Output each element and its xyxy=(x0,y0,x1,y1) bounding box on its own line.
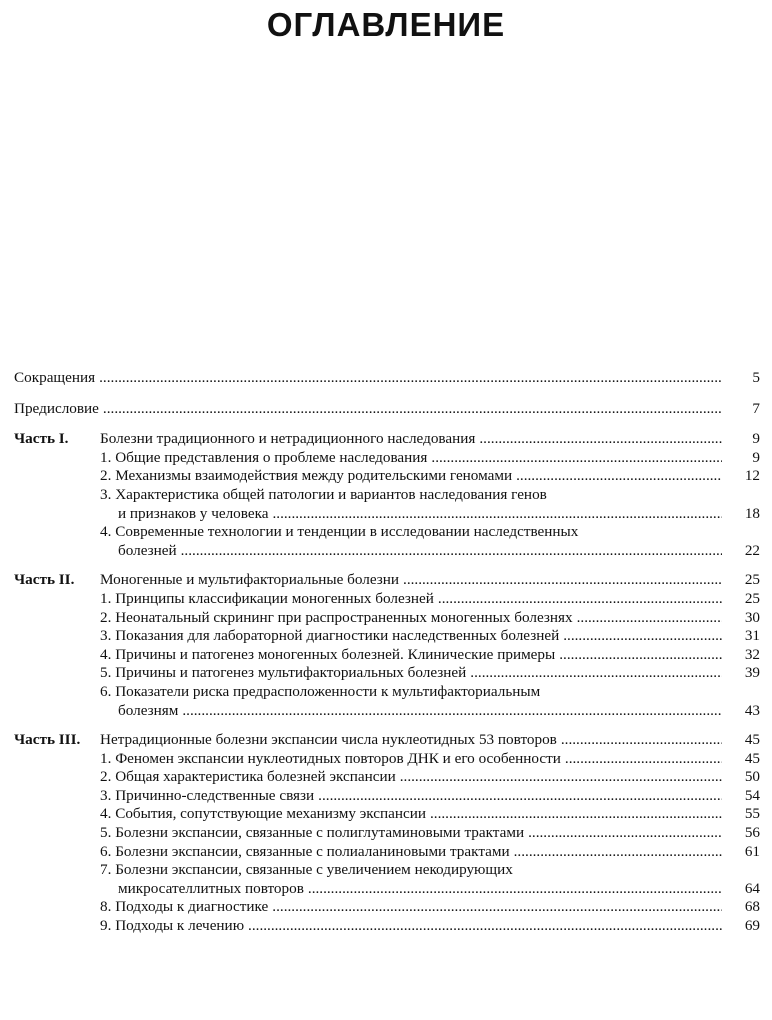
entry-title: Сокращения xyxy=(14,369,96,386)
chapter-title: 2. Неонатальный скрининг при распространенных моногенных болезнях xyxy=(100,608,573,626)
page-number: 56 xyxy=(744,824,760,842)
dot-leader xyxy=(400,768,722,787)
part-label: Часть II. xyxy=(14,571,75,589)
page-title: ОГЛАВЛЕНИЕ xyxy=(266,6,506,43)
chapter-title: 7. Болезни экспансии, связанные с увеличением некодирующих xyxy=(100,861,513,879)
toc-chapter xyxy=(14,861,760,880)
page-number: 45 xyxy=(744,731,760,749)
part-label: Часть III. xyxy=(14,731,81,749)
dot-leader xyxy=(318,787,722,806)
toc-entry-preface xyxy=(14,400,760,419)
toc-chapter-continuation xyxy=(14,880,760,899)
chapter-title: 1. Общие представления о проблеме наследования xyxy=(100,448,428,466)
chapter-title-continuation: болезней xyxy=(118,541,177,559)
toc-chapter-continuation xyxy=(14,505,760,524)
toc-chapter-continuation xyxy=(14,542,760,561)
toc-entry-abbreviations xyxy=(14,369,760,388)
toc-chapter xyxy=(14,523,760,542)
part-label: Часть I. xyxy=(14,430,69,448)
toc-chapter xyxy=(14,609,760,628)
page-number: 45 xyxy=(744,749,760,767)
toc-chapter xyxy=(14,768,760,787)
toc-chapter xyxy=(14,467,760,486)
toc-part-3 xyxy=(14,731,760,750)
dot-leader xyxy=(181,542,722,561)
chapter-title: 1. Принципы классификации моногенных болезней xyxy=(100,589,434,607)
page-number: 12 xyxy=(744,467,760,485)
page-number: 61 xyxy=(744,842,760,860)
toc-chapter xyxy=(14,486,760,505)
chapter-title: 6. Болезни экспансии, связанные с полиаланиновыми трактами xyxy=(100,842,510,860)
page-number: 68 xyxy=(744,898,760,916)
dot-leader xyxy=(577,609,722,628)
toc-chapter xyxy=(14,449,760,468)
page-number: 43 xyxy=(744,701,760,719)
chapter-title-continuation: микросателлитных повторов xyxy=(118,879,304,897)
page-number: 9 xyxy=(752,430,760,448)
dot-leader xyxy=(272,505,722,524)
chapter-title: 2. Механизмы взаимодействия между родительскими геномами xyxy=(100,467,513,485)
toc-part-2 xyxy=(14,571,760,590)
page-number: 30 xyxy=(744,608,760,626)
chapter-title: 6. Показатели риска предрасположенности к мультифакториальным xyxy=(100,682,541,700)
page-number: 22 xyxy=(744,541,760,559)
dot-leader xyxy=(561,731,722,750)
page-number: 25 xyxy=(744,571,760,589)
dot-leader xyxy=(431,449,722,468)
dot-leader xyxy=(528,824,722,843)
page-number: 69 xyxy=(744,917,760,935)
toc-chapter xyxy=(14,590,760,609)
toc-part-1 xyxy=(14,430,760,449)
page-number: 7 xyxy=(752,399,760,417)
page-number: 55 xyxy=(744,805,760,823)
dot-leader xyxy=(403,571,722,590)
dot-leader xyxy=(470,664,722,683)
page-number: 18 xyxy=(744,504,760,522)
chapter-title: 1. Феномен экспансии нуклеотидных повторов ДНК и его особенности xyxy=(100,749,561,767)
dot-leader xyxy=(559,646,722,665)
toc-chapter xyxy=(14,683,760,702)
dot-leader xyxy=(103,400,722,419)
entry-title: Предисловие xyxy=(14,399,99,417)
toc-chapter xyxy=(14,824,760,843)
toc-chapter xyxy=(14,843,760,862)
chapter-title: 9. Подходы к лечению xyxy=(100,917,245,935)
dot-leader xyxy=(563,627,722,646)
chapter-title: 2. Общая характеристика болезней экспансии xyxy=(100,768,396,786)
dot-leader xyxy=(308,880,722,899)
chapter-title: 4. Современные технологии и тенденции в исследовании наследственных xyxy=(100,523,579,541)
page-number: 50 xyxy=(744,768,760,786)
part-title: Болезни традиционного и нетрадиционного наследования xyxy=(100,430,476,448)
dot-leader xyxy=(182,702,722,721)
page-number: 9 xyxy=(752,448,760,466)
toc-chapter xyxy=(14,664,760,683)
chapter-title: 3. Характеристика общей патологии и вариантов наследования генов xyxy=(100,485,547,503)
page-number: 5 xyxy=(752,369,760,386)
toc-chapter xyxy=(14,805,760,824)
part-title: Нетрадиционные болезни экспансии числа нуклеотидных 53 повторов xyxy=(100,731,557,749)
chapter-title: 5. Причины и патогенез мультифакториальных болезней xyxy=(100,664,467,682)
dot-leader xyxy=(430,805,722,824)
chapter-title: 4. Причины и патогенез моногенных болезней. Клинические примеры xyxy=(100,645,556,663)
toc-chapter xyxy=(14,750,760,769)
page-number: 39 xyxy=(744,664,760,682)
part-title: Моногенные и мультифакториальные болезни xyxy=(100,571,400,589)
page-number: 32 xyxy=(744,645,760,663)
dot-leader xyxy=(272,898,722,917)
dot-leader xyxy=(479,430,722,449)
dot-leader xyxy=(99,369,722,388)
toc-chapter xyxy=(14,787,760,806)
dot-leader xyxy=(565,750,722,769)
chapter-title: 4. События, сопутствующие механизму экспансии xyxy=(100,805,426,823)
toc-chapter xyxy=(14,646,760,665)
chapter-title: 5. Болезни экспансии, связанные с полиглутаминовыми трактами xyxy=(100,824,525,842)
chapter-title-continuation: и признаков у человека xyxy=(118,504,269,522)
dot-leader xyxy=(514,843,722,862)
page-number: 54 xyxy=(744,786,760,804)
page-number: 31 xyxy=(744,627,760,645)
chapter-title: 8. Подходы к диагностике xyxy=(100,898,269,916)
page-number: 25 xyxy=(744,589,760,607)
page-number: 64 xyxy=(744,879,760,897)
dot-leader xyxy=(516,467,722,486)
toc-chapter xyxy=(14,627,760,646)
toc-chapter xyxy=(14,898,760,917)
chapter-title: 3. Причинно-следственные связи xyxy=(100,786,315,804)
chapter-title-continuation: болезням xyxy=(118,701,179,719)
table-of-contents xyxy=(14,369,760,936)
chapter-title: 3. Показания для лабораторной диагностики наследственных болезней xyxy=(100,627,560,645)
dot-leader xyxy=(248,917,722,936)
toc-chapter-continuation xyxy=(14,702,760,721)
dot-leader xyxy=(438,590,722,609)
toc-chapter xyxy=(14,917,760,936)
